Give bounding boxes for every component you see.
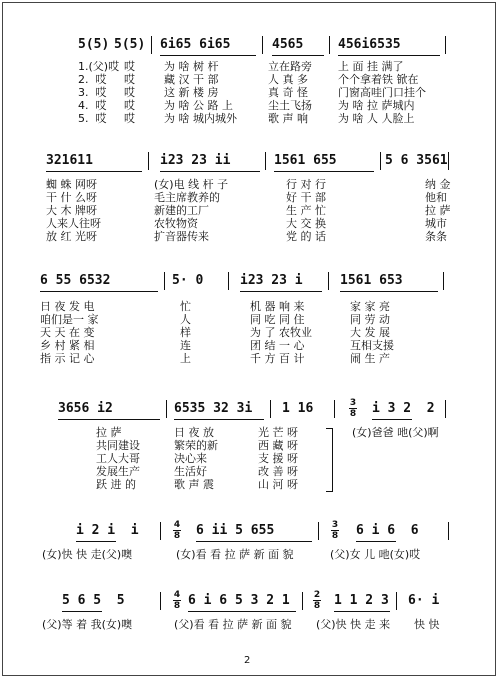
note-group: 6 55 6532	[40, 273, 111, 288]
beam	[272, 55, 324, 56]
lyric-text: 扩音器传来	[154, 230, 209, 243]
lyric-text: 干 什 么呀	[46, 191, 97, 204]
note-group: i23 23 ii	[160, 153, 231, 168]
lyric-text: 西 藏 呀	[258, 439, 298, 452]
lyric-text: 尘土飞扬	[268, 99, 312, 112]
lyric-text: (父)快 快 走 来	[316, 618, 391, 631]
lyric-text: 哎	[124, 60, 135, 73]
note-group: i 3 2 2	[372, 401, 435, 416]
note-group: 1561 655	[274, 153, 337, 168]
lyric-text: 好 干 部	[286, 191, 326, 204]
lyric-text: 人来人往呀	[46, 217, 101, 230]
beam	[40, 291, 158, 292]
lyric-text: 闹 生 产	[350, 352, 390, 365]
lyric-text: 支 援 呀	[258, 452, 298, 465]
time-signature: 4 8	[173, 520, 181, 541]
lyric-text: 样	[180, 326, 191, 339]
lyric-text: 大 交 换	[286, 217, 326, 230]
lyric-text: 上 面 挂 满了	[338, 60, 404, 73]
bar-line	[448, 522, 449, 540]
bar-line	[164, 272, 165, 290]
lyric-text: 歌 声 震	[174, 478, 214, 491]
lyric-text: (女)看 看 拉 萨 新 面 貌	[176, 548, 294, 561]
lyric-text: 人	[180, 313, 191, 326]
beam	[174, 419, 264, 420]
beam	[58, 419, 160, 420]
lyric-text: 大 发 展	[350, 326, 390, 339]
lyric-text: 咱们是一 家	[40, 313, 99, 326]
bar-line	[380, 152, 381, 170]
bar-line	[151, 36, 152, 54]
lyric-text: 机 器 响 来	[250, 300, 305, 313]
lyric-text: 快 快	[414, 618, 440, 631]
lyric-text: 生 产 忙	[286, 204, 326, 217]
lyric-text: 真 奇 怪	[268, 86, 308, 99]
note-group: 6 i 6 6	[356, 523, 419, 538]
note-group: 6535 32 3i	[174, 401, 253, 416]
lyric-text: 互相支援	[350, 339, 394, 352]
lyric-text: 生活好	[174, 465, 207, 478]
beam	[372, 419, 412, 420]
bar-line	[448, 152, 449, 170]
lyric-text: 山 河 呀	[258, 478, 298, 491]
lyric-text: 拉 萨	[425, 204, 451, 217]
note-group: 5 6 5 5	[62, 593, 125, 608]
lyric-text: 党 的 话	[286, 230, 326, 243]
lyric-text: 改 善 呀	[258, 465, 298, 478]
lyric-text: 5. 哎	[78, 112, 107, 125]
beam	[76, 541, 116, 542]
lyric-text: 为 啥 城内城外	[164, 112, 237, 125]
beam	[196, 541, 312, 542]
notation-line	[0, 150, 500, 172]
lyric-text: 工人大哥	[96, 452, 140, 465]
note-group: 4565	[272, 37, 304, 52]
lyric-text: 3. 哎	[78, 86, 107, 99]
lyric-text: 跃 进 的	[96, 478, 136, 491]
lyric-text: 他和	[425, 191, 447, 204]
lyric-text: 城市	[425, 217, 447, 230]
bar-line	[318, 522, 319, 540]
bar-line	[270, 400, 271, 418]
beam	[46, 171, 142, 172]
lyric-text: 哎	[124, 86, 135, 99]
lyric-text: 这 新 楼 房	[164, 86, 219, 99]
bar-line	[160, 592, 161, 610]
beam	[160, 171, 260, 172]
bar-line	[265, 152, 266, 170]
lyric-text: 1.(父)哎	[78, 60, 120, 73]
bar-line	[396, 592, 397, 610]
lyric-text: 为 啥 公 路 上	[164, 99, 233, 112]
lyric-text: 日 夜 放	[174, 426, 214, 439]
lyric-text: 同 劳 动	[350, 313, 390, 326]
lyric-text: 天 天 在 变	[40, 326, 95, 339]
note-group: 6i65 6i65	[160, 37, 231, 52]
time-signature: 4 8	[173, 590, 181, 611]
lyric-text: 新建的工厂	[154, 204, 209, 217]
note-group: 1561 653	[340, 273, 403, 288]
lyric-text: 哎	[124, 73, 135, 86]
lyric-text: 行 对 行	[286, 178, 326, 191]
lyric-text: 繁荣的新	[174, 439, 218, 452]
lyric-text: 哎	[124, 112, 135, 125]
bar-line	[148, 152, 149, 170]
note-group: 6 ii 5 655	[196, 523, 275, 538]
lyric-text: 2. 哎	[78, 73, 107, 86]
lyric-text: 决心来	[174, 452, 207, 465]
lyric-text: 团 结 一 心	[250, 339, 305, 352]
lyric-text: 为 啥 树 杆	[164, 60, 219, 73]
lyric-text: 光 芒 呀	[258, 426, 298, 439]
lyric-text: 藏 汉 干 部	[164, 73, 219, 86]
beam	[160, 55, 256, 56]
lyric-text: 门窗高哇门口挂个	[338, 86, 426, 99]
lyric-text: 大 木 牌呀	[46, 204, 97, 217]
note-group: 456i6535	[338, 37, 401, 52]
lyric-text: 歌 声 响	[268, 112, 308, 125]
note-group: 1 1 2 3	[334, 593, 389, 608]
time-signature: 3 8	[331, 520, 339, 541]
bar-line	[166, 400, 167, 418]
lyric-text: 日 夜 发 电	[40, 300, 95, 313]
notation-line	[0, 270, 500, 292]
lyric-text: 个个拿着铁 锨在	[338, 73, 419, 86]
beam	[274, 171, 374, 172]
bar-line	[445, 400, 446, 418]
lyric-text: 人 真 多	[268, 73, 308, 86]
beam	[334, 611, 390, 612]
lyric-text: 为 啥 人 人脸上	[338, 112, 415, 125]
lyric-text: 哎	[124, 99, 135, 112]
lyric-text: (女)电 线 杆 子	[154, 178, 229, 191]
beam	[188, 611, 296, 612]
lyric-text: 连	[180, 339, 191, 352]
bar-line	[328, 272, 329, 290]
note-group: 5 6 3561	[385, 153, 448, 168]
lyric-text: 共同建设	[96, 439, 140, 452]
notation-line	[0, 590, 500, 612]
lyric-text: 忙	[180, 300, 191, 313]
lyrics-line	[0, 618, 440, 696]
lyric-text: 拉 萨	[96, 426, 122, 439]
lyric-text: 发展生产	[96, 465, 140, 478]
lyric-text: 指 示 记 心	[40, 352, 95, 365]
lyric-text: 立在路旁	[268, 60, 312, 73]
note-group: 5· 0	[172, 273, 204, 288]
lyric-text: 农牧物资	[154, 217, 198, 230]
lyric-text: 条条	[425, 230, 447, 243]
verse-bracket	[326, 428, 333, 492]
lyric-text: 蜘 蛛 网呀	[46, 178, 97, 191]
lyric-text: (女)快 快 走(父)噢	[42, 548, 133, 561]
note-group: 6· i	[408, 593, 440, 608]
lyric-text: 为 了 农牧业	[250, 326, 312, 339]
bar-line	[334, 400, 335, 418]
lyric-text: 毛主席教养的	[154, 191, 220, 204]
bar-line	[302, 592, 303, 610]
bar-line	[445, 36, 446, 54]
note-group: i 2 i i	[76, 523, 139, 538]
note-group: 6 i 6 5 3 2 1	[188, 593, 290, 608]
bar-line	[228, 272, 229, 290]
notation-line	[0, 398, 500, 420]
bar-line	[262, 36, 263, 54]
note-group: 321611	[46, 153, 93, 168]
notation-line	[0, 34, 500, 56]
beam	[338, 55, 440, 56]
lyric-text: 为 啥 拉 萨城内	[338, 99, 415, 112]
beam	[240, 291, 322, 292]
lyric-text: 纳 金	[425, 178, 451, 191]
note-group: 3656 i2	[58, 401, 113, 416]
lyric-text: (父)等 着 我(女)噢	[42, 618, 133, 631]
note-group: 5(5)	[78, 37, 110, 52]
time-signature: 2 8	[313, 590, 321, 611]
note-group: 1 16	[282, 401, 314, 416]
lyric-text: (父)看 看 拉 萨 新 面 貌	[174, 618, 292, 631]
lyric-text: 乡 村 紧 相	[40, 339, 95, 352]
bar-line	[160, 522, 161, 540]
lyric-text: 千 方 百 计	[250, 352, 305, 365]
time-signature: 3 8	[349, 398, 357, 419]
note-group: 5(5)	[114, 37, 146, 52]
note-group: i23 23 i	[240, 273, 303, 288]
bar-line	[443, 272, 444, 290]
bar-line	[329, 36, 330, 54]
lyric-text: 放 红 光呀	[46, 230, 97, 243]
notation-line	[0, 520, 500, 542]
lyric-text: (女)爸爸 吔(父)啊	[352, 426, 439, 439]
lyric-text: 同 吃 同 住	[250, 313, 305, 326]
lyric-text: 上	[180, 352, 191, 365]
beam	[356, 541, 396, 542]
lyric-text: 4. 哎	[78, 99, 107, 112]
beam	[340, 291, 438, 292]
lyric-text: (父)女 儿 吔(女)哎	[330, 548, 421, 561]
page-number: 2	[244, 655, 251, 666]
beam	[62, 611, 102, 612]
lyric-text: 家 家 亮	[350, 300, 390, 313]
